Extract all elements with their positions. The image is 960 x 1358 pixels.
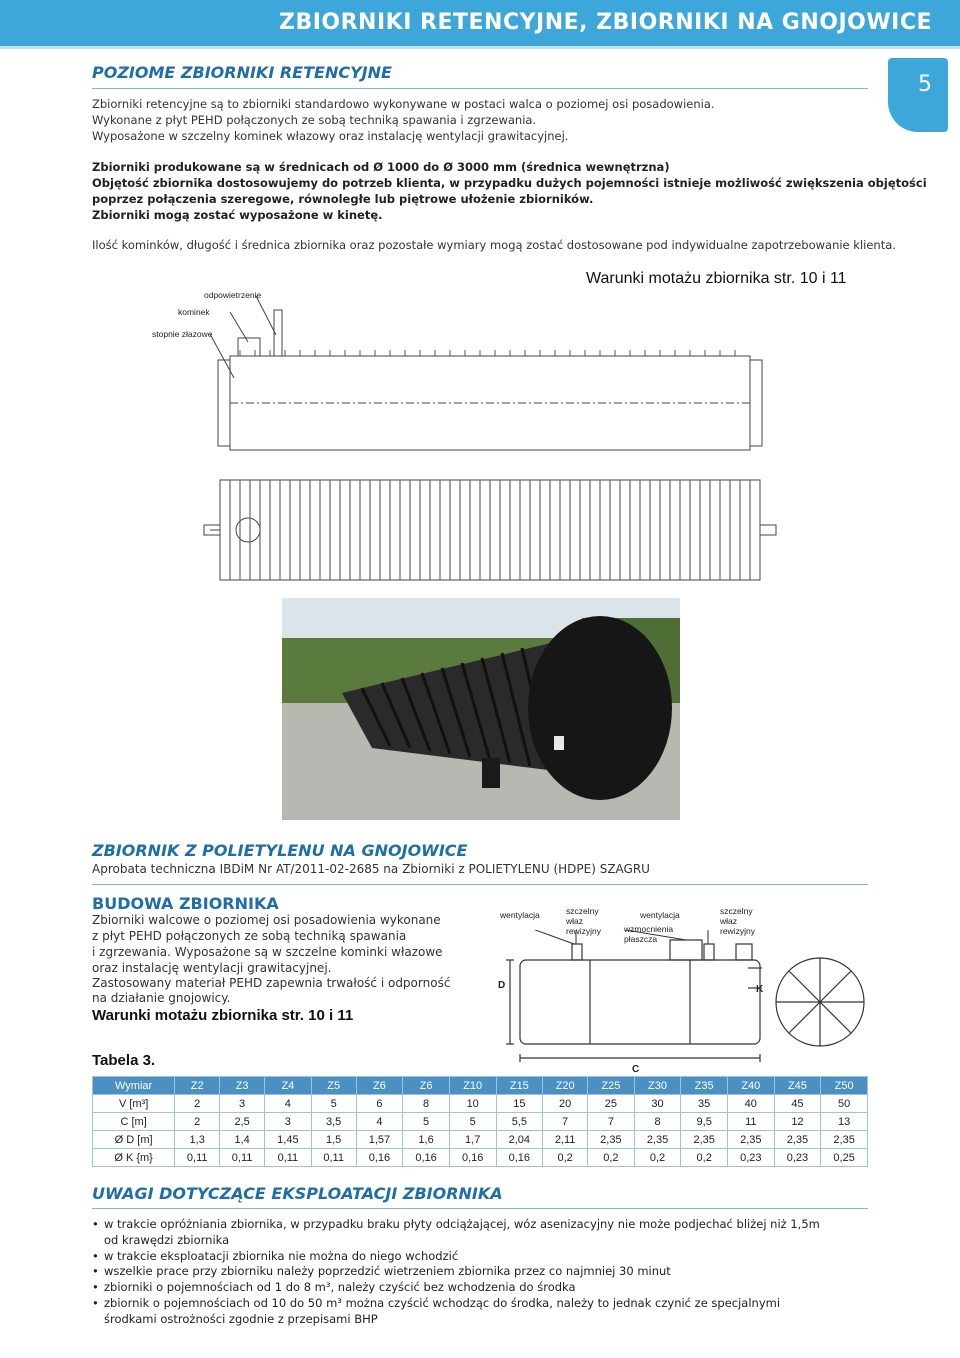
table-cell: 2,11 (543, 1131, 588, 1149)
table-header-cell: Z3 (220, 1077, 265, 1095)
table-header-cell: Z45 (774, 1077, 821, 1095)
list-item: • w trakcie opróżniania zbiornika, w przypadku braku płyty odciążającej, wóz asenizacyjny nie może podjechać bliżej niż 1,5m (92, 1217, 820, 1233)
list-item: • wszelkie prace przy zbiorniku należy poprzedzić wietrzeniem zbiornika przez co najmniej 30 minut (92, 1264, 820, 1280)
section-rule (92, 1208, 868, 1209)
spec-line-2: Objętość zbiornika dostosowujemy do potrzeb klienta, w przypadku dużych pojemności istnieje możliwość zwiększenia objętości (92, 176, 927, 190)
retention-tank-drawing (200, 280, 780, 600)
list-item-continuation: środkami ostrożności zgodnie z przepisami BHP (104, 1311, 378, 1326)
section-rule (92, 88, 868, 89)
table-cell: 1,3 (175, 1131, 220, 1149)
label-cover-left: szczelny właz rewizyjny (566, 906, 601, 936)
list-item: • zbiornik o pojemnościach od 10 do 50 m³ można czyścić wchodząc do środka, należy to jednak czynić ze specjalnymi (92, 1296, 820, 1312)
table-header-cell: Z4 (265, 1077, 312, 1095)
table-cell: 3,5 (311, 1113, 356, 1131)
table-cell: 0,2 (543, 1149, 588, 1167)
table-cell: 20 (543, 1095, 588, 1113)
dim-label-k: K (756, 984, 764, 995)
table-header-cell: Z15 (496, 1077, 543, 1095)
spec-line-4: Zbiorniki mogą zostać wyposażone w kinetę. (92, 208, 383, 222)
table-cell: 0,2 (588, 1149, 635, 1167)
table-row (93, 1095, 868, 1113)
table-cell: 10 (449, 1095, 496, 1113)
table-cell: 2,35 (774, 1131, 821, 1149)
label-cover-right: szczelny właz rewizyjny (720, 906, 755, 936)
table-cell: 1,5 (311, 1131, 356, 1149)
table-cell: 5 (311, 1095, 356, 1113)
install-conditions-link-2[interactable]: Warunki motażu zbiornika str. 10 i 11 (92, 1007, 354, 1024)
table-row (93, 1131, 868, 1149)
table-cell: 2,04 (496, 1131, 543, 1149)
install-conditions-link[interactable]: Warunki motażu zbiornika str. 10 i 11 (586, 270, 847, 287)
intro-line-2: Wykonane z płyt PEHD połączonych ze sobą techniką spawania i zgrzewania. (92, 113, 537, 127)
table-cell: 11 (727, 1113, 774, 1131)
table-cell: 30 (634, 1095, 681, 1113)
page-number: 5 (918, 72, 932, 97)
table-cell: 0,2 (634, 1149, 681, 1167)
dim-label-c: C (632, 1064, 640, 1075)
table-cell: 8 (403, 1095, 450, 1113)
section-title-usage: UWAGI DOTYCZĄCE EKSPLOATACJI ZBIORNIKA (92, 1184, 503, 1203)
table-cell: 0,16 (356, 1149, 403, 1167)
header-title: ZBIORNIKI RETENCYJNE, ZBIORNIKI NA GNOJOWICE (279, 10, 932, 35)
table-header-cell: Z40 (727, 1077, 774, 1095)
table-cell: 0,11 (265, 1149, 312, 1167)
spec-line-1: Zbiorniki produkowane są w średnicach od Ø 1000 do Ø 3000 mm (średnica wewnętrzna) (92, 160, 670, 174)
table-header-cell: Z20 (543, 1077, 588, 1095)
customization-note: Ilość kominków, długość i średnica zbiornika oraz pozostałe wymiary mogą zostać dostosowane pod indywidualne zapotrzebowanie klienta. (92, 238, 896, 252)
list-item-continuation: od krawędzi zbiornika (104, 1232, 230, 1247)
tank-photo (282, 598, 680, 820)
table-cell: 7 (588, 1113, 635, 1131)
table-header-cell: Z25 (588, 1077, 635, 1095)
table-header-row (93, 1077, 868, 1095)
list-item: • w trakcie eksploatacji zbiornika nie można do niego wchodzić (92, 1249, 820, 1265)
table-cell: 2,35 (634, 1131, 681, 1149)
construction-line-4: oraz instalację wentylacji grawitacyjnej. (92, 961, 332, 975)
table-cell: 7 (543, 1113, 588, 1131)
section-title-slurry: ZBIORNIK Z POLIETYLENU NA GNOJOWICE (92, 841, 468, 860)
table-title: Tabela 3. (92, 1052, 156, 1069)
table-cell: 12 (774, 1113, 821, 1131)
table-cell: 0,2 (681, 1149, 728, 1167)
table-cell: 0,23 (774, 1149, 821, 1167)
table-cell: 25 (588, 1095, 635, 1113)
table-header-cell: Z30 (634, 1077, 681, 1095)
table-cell: 1,45 (265, 1131, 312, 1149)
table-cell: 0,16 (403, 1149, 450, 1167)
table-cell: 1,6 (403, 1131, 450, 1149)
dimensions-table (92, 1076, 868, 1167)
subsection-title-construction: BUDOWA ZBIORNIKA (92, 894, 279, 913)
label-steps: stopnie złazowe (152, 329, 213, 339)
spec-line-3: poprzez połączenia szeregowe, równoległe lub piętrowe ułożenie zbiorników. (92, 192, 594, 206)
table-cell: 1,57 (356, 1131, 403, 1149)
table-cell: 0,11 (220, 1149, 265, 1167)
construction-line-3: i zgrzewania. Wyposażone są w szczelne kominki włazowe (92, 945, 443, 959)
table-row (93, 1113, 868, 1131)
table-row (93, 1149, 868, 1167)
table-cell: 2 (175, 1095, 220, 1113)
label-vent-right: wentylacja (640, 910, 680, 920)
label-reinforcement: wzmocnienia płaszcza (624, 924, 674, 944)
row-label: Ø K {m} (93, 1149, 175, 1167)
table-header-cell: Z5 (311, 1077, 356, 1095)
list-item: • zbiorniki o pojemnościach od 1 do 8 m³, należy czyścić bez wchodzenia do środka (92, 1280, 820, 1296)
table-cell: 0,16 (449, 1149, 496, 1167)
table-cell: 45 (774, 1095, 821, 1113)
label-chimney: kominek (178, 307, 210, 317)
table-cell: 40 (727, 1095, 774, 1113)
table-cell: 2,35 (588, 1131, 635, 1149)
table-header-cell: Z2 (175, 1077, 220, 1095)
row-label: Ø D [m] (93, 1131, 175, 1149)
table-cell: 2 (175, 1113, 220, 1131)
table-cell: 0,16 (496, 1149, 543, 1167)
table-cell: 5 (449, 1113, 496, 1131)
table-cell: 8 (634, 1113, 681, 1131)
table-cell: 3 (220, 1095, 265, 1113)
table-header-cell: Z6 (356, 1077, 403, 1095)
intro-line-1: Zbiorniki retencyjne są to zbiorniki standardowo wykonywane w postaci walca o poziomej osi posadowienia. (92, 97, 715, 111)
row-label: V [m³] (93, 1095, 175, 1113)
table-cell: 0,23 (727, 1149, 774, 1167)
table-cell: 1,4 (220, 1131, 265, 1149)
approval-text: Aprobata techniczna IBDiM Nr AT/2011-02-2685 na Zbiorniki z POLIETYLENU (HDPE) SZAGRU (92, 862, 650, 876)
row-label: C [m] (93, 1113, 175, 1131)
slurry-tank-drawing (500, 930, 870, 1070)
table-header-cell: Z10 (449, 1077, 496, 1095)
table-cell: 50 (821, 1095, 868, 1113)
header-rule (0, 46, 960, 49)
construction-line-1: Zbiorniki walcowe o poziomej osi posadowienia wykonane (92, 913, 441, 927)
table-cell: 1,7 (449, 1131, 496, 1149)
section-rule (92, 884, 868, 885)
table-cell: 2,5 (220, 1113, 265, 1131)
table-cell: 2,35 (681, 1131, 728, 1149)
table-cell: 4 (356, 1113, 403, 1131)
table-header-cell: Wymiar (93, 1077, 175, 1095)
usage-notes-list (92, 1217, 820, 1328)
construction-line-5: Zastosowany materiał PEHD zapewnia trwałość i odporność (92, 976, 451, 990)
construction-line-6: na działanie gnojowicy. (92, 991, 231, 1005)
table-cell: 5,5 (496, 1113, 543, 1131)
table-cell: 15 (496, 1095, 543, 1113)
table-cell: 3 (265, 1113, 312, 1131)
label-vent: odpowietrzenie (204, 290, 262, 300)
table-cell: 0,11 (311, 1149, 356, 1167)
table-cell: 9,5 (681, 1113, 728, 1131)
table-cell: 4 (265, 1095, 312, 1113)
table-cell: 13 (821, 1113, 868, 1131)
dim-label-d: D (498, 980, 506, 991)
table-cell: 6 (356, 1095, 403, 1113)
table-cell: 5 (403, 1113, 450, 1131)
section-title-retention: POZIOME ZBIORNIKI RETENCYJNE (92, 63, 392, 82)
intro-line-3: Wyposażone w szczelny kominek włazowy oraz instalację wentylacji grawitacyjnej. (92, 129, 569, 143)
label-vent-left: wentylacja (500, 910, 540, 920)
table-header-cell: Z35 (681, 1077, 728, 1095)
table-cell: 0,25 (821, 1149, 868, 1167)
table-header-cell: Z6 (403, 1077, 450, 1095)
table-cell: 35 (681, 1095, 728, 1113)
construction-line-2: z płyt PEHD połączonych ze sobą techniką spawania (92, 929, 407, 943)
table-cell: 0,11 (175, 1149, 220, 1167)
table-header-cell: Z50 (821, 1077, 868, 1095)
table-cell: 2,35 (821, 1131, 868, 1149)
table-cell: 2,35 (727, 1131, 774, 1149)
